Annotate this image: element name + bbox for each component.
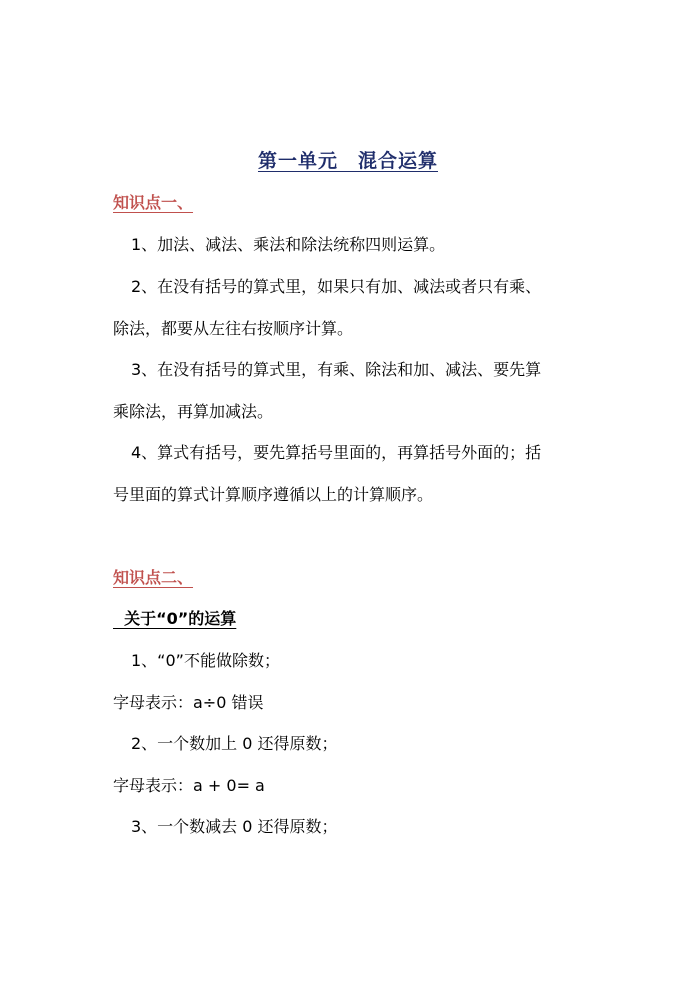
paragraph-line: 4、算式有括号，要先算括号里面的，再算括号外面的；括 [131,443,542,462]
page-title-text: 第一单元 混合运算 [257,150,438,172]
paragraph-line: 除法，都要从左往右按顺序计算。 [113,319,354,338]
paragraph-line: 3、一个数减去 0 还得原数； [131,817,338,836]
paragraph-line: 字母表示：a + 0= a [113,776,265,795]
paragraph-line: 乘除法，再算加减法。 [113,402,274,421]
paragraph-line: 1、“0”不能做除数； [131,651,280,670]
paragraph-line: 2、一个数加上 0 还得原数； [131,734,338,753]
subheading-zero-operations: 关于“0”的运算 [113,609,237,628]
paragraph-line: 1、加法、减法、乘法和除法统称四则运算。 [131,235,446,254]
paragraph-line: 号里面的算式计算顺序遵循以上的计算顺序。 [113,485,434,504]
section-heading-1: 知识点一、 [113,193,194,212]
page-title [0,146,696,173]
paragraph-line: 2、在没有括号的算式里，如果只有加、减法或者只有乘、 [131,277,542,296]
section-heading-2: 知识点二、 [113,568,194,587]
paragraph-line: 3、在没有括号的算式里，有乘、除法和加、减法、要先算 [131,360,542,379]
paragraph-line: 字母表示：a÷0 错误 [113,693,264,712]
